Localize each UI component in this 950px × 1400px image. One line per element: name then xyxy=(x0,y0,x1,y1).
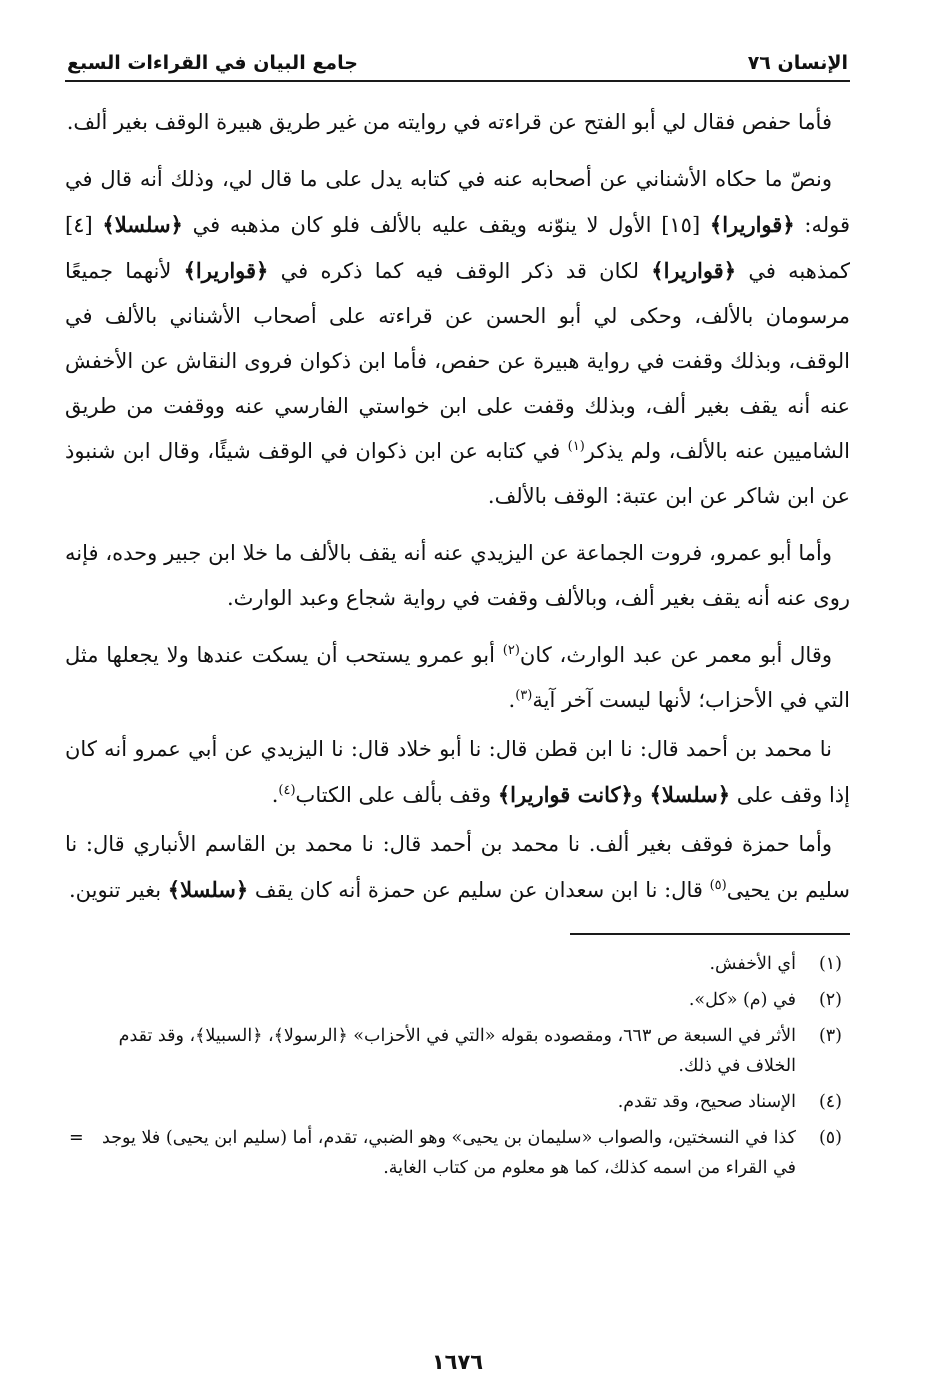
continuation-mark: = xyxy=(69,1128,84,1148)
book-title: جامع البيان في القراءات السبع xyxy=(67,52,358,74)
footnote-number: (٣) xyxy=(818,1026,842,1046)
footnote-text: في (م) «كل». xyxy=(688,990,796,1010)
text-run: . xyxy=(271,783,279,807)
footnote-ref[interactable]: (١) xyxy=(567,439,585,454)
footnotes xyxy=(65,949,850,1183)
footnote-ref[interactable]: (٥) xyxy=(709,878,727,893)
text-run: أبو عمرو يستحب أن يسكت عندها ولا يجعلها مثل التي في الأحزاب؛ لأنها ليست آخر آية xyxy=(65,643,850,712)
text-run: [١٥] الأول لا ينوّنه ويقف عليه بالألف فلو كان مذهبه في xyxy=(182,213,710,237)
paragraph-text: فأما حفص فقال لي أبو الفتح عن قراءته في روايته من غير طريق هبيرة الوقف بغير ألف. xyxy=(66,110,832,134)
footnote-ref[interactable]: (٤) xyxy=(278,783,296,798)
text-run: وقال أبو معمر عن عبد الوارث، كان xyxy=(519,643,832,667)
text-run: . xyxy=(508,688,516,712)
text-run: لأنهما جميعًا مرسومان بالألف، وحكى لي أبو الحسن عن قراءته على أصحاب الأشناني بالألف في الوقف، وبذلك وقفت في رواية هبيرة عن حفص، فأما ابن ذكوان فروى النقاش عن الأخفش عنه أنه يقف بغير ألف، وبذلك وقفت على ابن خواستي الفارسي عنه ووقفت من طريق الشاميين عنه بالألف، ولم يذكر xyxy=(65,259,851,463)
footnote-number: (٥) xyxy=(818,1128,842,1148)
footnote-item xyxy=(65,1087,850,1117)
quran-word: ﴿سلسلا﴾ xyxy=(649,782,731,807)
page-number: ١٦٧٦ xyxy=(431,1350,484,1374)
footnote-text: الأثر في السبعة ص ٦٦٣، ومقصوده بقوله «التي في الأحزاب» ﴿الرسولا﴾، ﴿السبيلا﴾، وقد تقدم الخلاف في ذلك. xyxy=(118,1026,796,1076)
footnote-text: كذا في النسختين، والصواب «سليمان بن يحيى» وهو الضبي، تقدم، أما (سليم ابن يحيى) فلا يوجد في القراء من اسمه كذلك، كما هو معلوم من كتاب الغاية. xyxy=(102,1128,796,1178)
paragraph-abu-amr xyxy=(65,531,850,621)
quran-word: ﴿قواريرا﴾ xyxy=(183,258,269,283)
text-run: و xyxy=(632,783,650,807)
paragraph-text: وأما أبو عمرو، فروت الجماعة عن اليزيدي عنه أنه يقف بالألف ما خلا ابن جبير وحده، فإنه روى عنه أنه يقف بغير ألف، وبالألف وقفت في رواية شجاع وعبد الوارث. xyxy=(65,541,850,610)
footnote-number: (٢) xyxy=(818,990,842,1010)
footnote-item xyxy=(65,1123,850,1183)
quran-word: ﴿سلسلا﴾ xyxy=(102,212,183,237)
quran-word: ﴿قواريرا﴾ xyxy=(651,258,737,283)
footnote-item xyxy=(65,1021,850,1081)
text-run: [٤] كمذهبه في xyxy=(65,213,850,283)
paragraph-hamza xyxy=(65,822,850,913)
footnote-text: الإسناد صحيح، وقد تقدم. xyxy=(617,1092,796,1112)
footnote-text: أي الأخفش. xyxy=(709,954,796,974)
text-run: لكان قد ذكر الوقف فيه كما ذكره في xyxy=(268,259,652,283)
paragraph-hafs xyxy=(65,100,850,145)
text-run: نا محمد بن أحمد قال: نا ابن قطن قال: نا أبو خلاد قال: نا اليزيدي عن أبي عمرو أنه كان إذا وقف على xyxy=(65,737,850,807)
footnote-text-wrap xyxy=(65,1123,796,1183)
footnote-divider xyxy=(570,933,850,935)
quran-word: ﴿كانت قواريرا﴾ xyxy=(497,782,633,807)
quran-word: ﴿سلسلا﴾ xyxy=(167,877,249,902)
chapter-heading: الإنسان ٧٦ xyxy=(747,52,848,74)
text-run: في كتابه عن ابن ذكوان في الوقف شيئًا، وقال ابن شنبوذ عن ابن شاكر عن ابن عتبة: الوقف بالألف. xyxy=(65,439,850,508)
running-header xyxy=(65,52,850,82)
footnote-number: (١) xyxy=(818,954,842,974)
footnote-ref[interactable]: (٢) xyxy=(502,643,520,658)
main-text xyxy=(65,100,850,913)
quran-word: ﴿قواريرا﴾ xyxy=(709,212,795,237)
footnote-ref[interactable]: (٣) xyxy=(515,688,533,703)
footnote-number: (٤) xyxy=(818,1092,842,1112)
footnote-item xyxy=(65,949,850,979)
text-run: قال: نا ابن سعدان عن سليم عن حمزة أنه كان يقف xyxy=(248,878,710,902)
text-run: وقف بألف على الكتاب xyxy=(295,783,498,807)
text-run: ونصّ ما حكاه الأشناني عن أصحابه عنه في كتابه يدل على ما قال لي، وذلك أنه قال في قوله: xyxy=(65,167,850,237)
paragraph-abu-mamar xyxy=(65,633,850,723)
text-run: بغير تنوين. xyxy=(68,878,168,902)
book-page xyxy=(65,52,850,1382)
footnote-item xyxy=(65,985,850,1015)
paragraph-ashnani xyxy=(65,157,850,519)
text-run: وأما حمزة فوقف بغير ألف. نا محمد بن أحمد قال: نا محمد بن القاسم الأنباري قال: نا سليم بن يحيى xyxy=(65,832,850,902)
paragraph-isnad xyxy=(65,727,850,818)
